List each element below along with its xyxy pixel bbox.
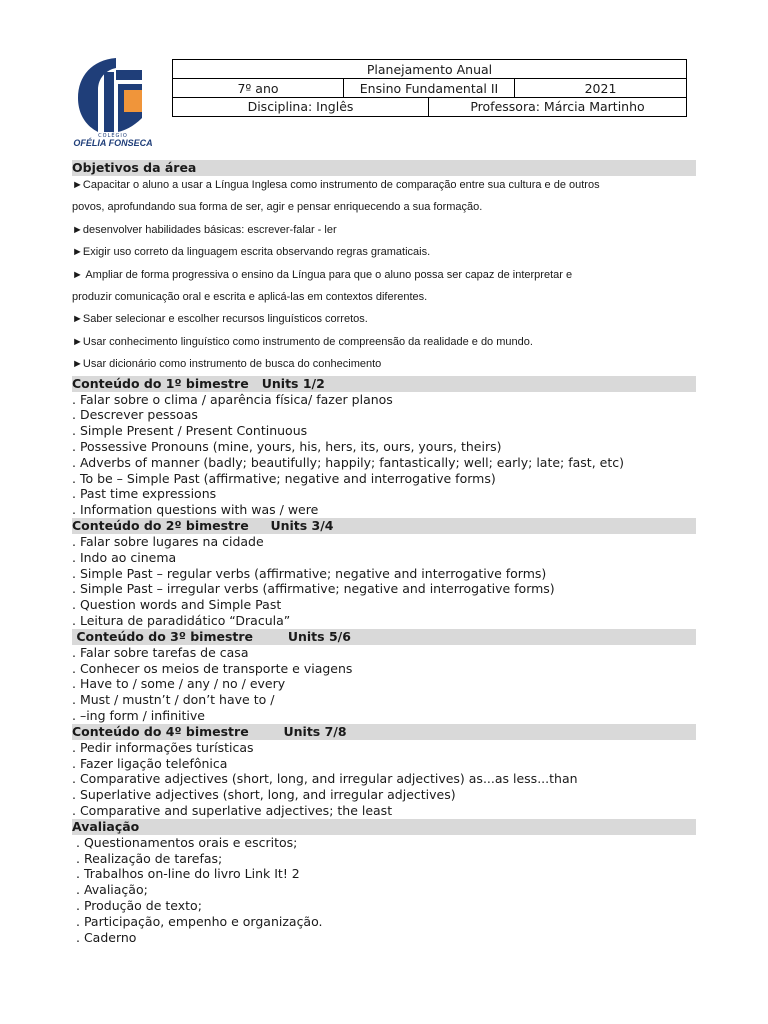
objetivo-line: povos, aprofundando sua forma de ser, agir e pensar enriquecendo a sua formação. [72, 201, 483, 214]
list-item: . Comparative adjectives (short, long, and irregular adjectives) as...as less...than [72, 771, 578, 787]
bimestre3-heading: Conteúdo do 3º bimestre Units 5/6 [72, 629, 696, 645]
list-item: . Avaliação; [76, 882, 148, 898]
list-item: . Simple Past – regular verbs (affirmative; negative and interrogative forms) [72, 565, 547, 581]
list-item: . To be – Simple Past (affirmative; negative and interrogative forms) [72, 470, 496, 486]
header-table [172, 59, 687, 117]
objetivo-line: produzir comunicação oral e escrita e aplicá-las em contextos diferentes. [72, 291, 428, 304]
objetivos-list [72, 174, 696, 376]
list-item: . Simple Past – irregular verbs (affirmative; negative and interrogative forms) [72, 581, 555, 597]
avaliacao-heading: Avaliação [72, 819, 696, 835]
objetivo-line: ►desenvolver habilidades básicas: escrever-falar - ler [72, 223, 337, 236]
header-teacher: Professora: Márcia Martinho [470, 99, 645, 114]
header-title: Planejamento Anual [173, 60, 687, 79]
objetivo-line: ► Ampliar de forma progressiva o ensino da Língua para que o aluno possa ser capaz de interpretar e [72, 268, 573, 281]
list-item: . Simple Present / Present Continuous [72, 423, 308, 439]
list-item: . Falar sobre lugares na cidade [72, 534, 264, 550]
list-item: . Caderno [76, 929, 137, 945]
header-year-level: 7º ano [173, 79, 344, 98]
list-item: . Participação, empenho e organização. [76, 913, 323, 929]
objetivos-heading: Objetivos da área [72, 160, 696, 176]
bimestre3-list [72, 645, 696, 724]
objetivo-line: ►Usar dicionário como instrumento de busca do conhecimento [72, 358, 382, 371]
list-item: . Falar sobre o clima / aparência física/ fazer planos [72, 391, 393, 407]
bimestre2-heading: Conteúdo do 2º bimestre Units 3/4 [72, 518, 696, 534]
list-item: . Questionamentos orais e escritos; [76, 834, 298, 850]
list-item: . Have to / some / any / no / every [72, 676, 286, 692]
list-item: . Descrever pessoas [72, 407, 198, 423]
list-item: . Realização de tarefas; [76, 850, 223, 866]
list-item: . Pedir informações turísticas [72, 739, 254, 755]
list-item: . Possessive Pronouns (mine, yours, his, hers, its, ours, yours, theirs) [72, 439, 502, 455]
bimestre2-list [72, 534, 696, 629]
document-content [72, 160, 696, 945]
bimestre1-list [72, 392, 696, 518]
header-row-subject [173, 98, 687, 117]
objetivo-line: ►Capacitar o aluno a usar a Língua Inglesa como instrumento de comparação entre sua cultura e de outros [72, 179, 600, 191]
list-item: . Superlative adjectives (short, long, and irregular adjectives) [72, 787, 456, 803]
list-item: . Question words and Simple Past [72, 597, 282, 613]
list-item: . Information questions with was / were [72, 502, 319, 518]
objetivo-line: ►Exigir uso correto da linguagem escrita observando regras gramaticais. [72, 246, 431, 259]
list-item: . Comparative and superlative adjectives; the least [72, 802, 393, 818]
list-item: . Must / mustn’t / don’t have to / [72, 692, 275, 708]
header-subject: Disciplina: Inglês [173, 98, 429, 116]
header-stage: Ensino Fundamental II [344, 79, 515, 98]
objetivo-line: ►Usar conhecimento linguístico como instrumento de compreensão da realidade e do mundo. [72, 335, 533, 348]
list-item: . Trabalhos on-line do livro Link It! 2 [76, 866, 300, 882]
list-item: . –ing form / infinitive [72, 708, 205, 723]
logo-top-text: COLÉGIO [98, 133, 128, 139]
list-item: . Indo ao cinema [72, 549, 177, 565]
list-item: . Produção de texto; [76, 897, 202, 913]
list-item: . Adverbs of manner (badly; beautifully; happily; fantastically; well; early; late; fast, etc) [72, 454, 624, 470]
objetivo-line: ►Saber selecionar e escolher recursos linguísticos corretos. [72, 313, 368, 326]
bimestre4-list [72, 740, 696, 819]
bimestre4-heading: Conteúdo do 4º bimestre Units 7/8 [72, 724, 696, 740]
header-school-year: 2021 [515, 79, 687, 98]
list-item: . Conhecer os meios de transporte e viagens [72, 660, 353, 676]
list-item: . Fazer ligação telefônica [72, 755, 228, 771]
avaliacao-list [72, 835, 696, 946]
school-logo-icon [72, 56, 154, 148]
school-logo [72, 56, 154, 148]
bimestre1-heading: Conteúdo do 1º bimestre Units 1/2 [72, 376, 696, 392]
logo-name: OFÉLIA FONSECA [73, 138, 153, 148]
list-item: . Falar sobre tarefas de casa [72, 644, 249, 660]
list-item: . Leitura de paradidático “Dracula” [72, 613, 291, 629]
list-item: . Past time expressions [72, 486, 217, 502]
